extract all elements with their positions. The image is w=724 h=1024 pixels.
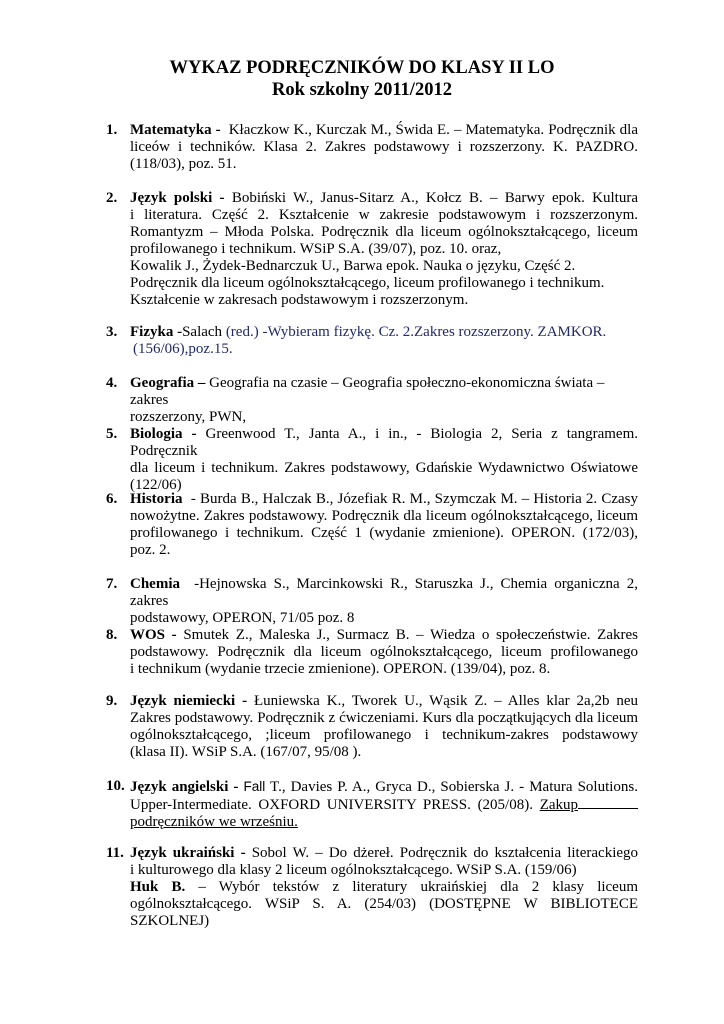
list-item-chemistry	[106, 576, 638, 627]
item-text: (122/06)	[130, 477, 182, 493]
item-number: 10.	[106, 778, 125, 794]
subject-label: Historia	[130, 491, 183, 507]
subject-label: Biologia -	[130, 426, 197, 442]
item-text: -Hejnowska S., Marcinkowski R., Staruszka J., Chemia organiczna 2, zakres	[130, 576, 639, 609]
subject-label: Fizyka -	[130, 324, 183, 340]
list-item-polish	[106, 190, 638, 309]
item-number: 6.	[106, 491, 118, 507]
item-number: 4.	[106, 375, 118, 391]
school-year: Rok szkolny 2011/2012	[272, 80, 452, 100]
subject-label: Geografia –	[130, 375, 206, 391]
subject-label: Język polski -	[130, 190, 225, 206]
purchase-note-cont: podręczników we wrześniu.	[130, 814, 298, 830]
subject-label: Język niemiecki -	[130, 693, 248, 709]
item-text: podstawowy. Podręcznik dla liceum ogólnokształcącego, liceum profilowanego	[130, 644, 638, 660]
item-text: – Wybór tekstów z literatury ukraińskiej dla 2 klasy liceum	[198, 879, 639, 895]
document-title: WYKAZ PODRĘCZNIKÓW DO KLASY II LO	[169, 58, 555, 78]
item-text: ogólnokształcącego. WSiP S. A. (254/03) (DOSTĘPNE W BIBLIOTECE	[130, 896, 638, 912]
item-text: rozszerzony, PWN,	[130, 409, 247, 425]
item-text: Zakres podstawowy. Podręcznik z ćwiczeniami. Kurs dla początkujących dla liceum	[130, 710, 638, 726]
item-text: Podręcznik dla liceum ogólnokształcącego, liceum profilowanego i technikum.	[130, 275, 605, 291]
item-text: (156/06),poz.15.	[133, 341, 233, 357]
list-item-geography	[106, 375, 638, 426]
subject-label: Język angielski -	[130, 779, 239, 795]
list-item-german	[106, 693, 638, 761]
item-text: ogólnokształcącego, ;liceum profilowanego i technikum-zakres podstawowy	[130, 727, 638, 743]
subject-label: Język ukraiński -	[130, 845, 246, 861]
subject-label: Chemia	[130, 576, 180, 592]
item-text: Sobol W. – Do dżereł. Podręcznik do kształcenia literackiego	[251, 845, 639, 861]
item-text: Greenwood T., Janta A., i in., - Biologia 2, Seria z tangramem. Podręcznik	[130, 426, 638, 459]
item-text: Geografia na czasie – Geografia społeczno-ekonomiczna świata – zakres	[130, 375, 605, 408]
list-item-ukrainian	[106, 845, 638, 930]
item-text: Bobiński W., Janus-Sitarz A., Kołcz B. – Barwy epok. Kultura	[231, 190, 638, 206]
list-item-history	[106, 491, 638, 559]
subject-label: WOS -	[130, 627, 177, 643]
item-text: profilowanego i technikum. Część 1 (wydanie zmienione). OPERON. (172/03),	[130, 525, 638, 541]
item-text: nowożytne. Zakres podstawowy. Podręcznik dla liceum ogólnokształcącego, liceum	[130, 508, 638, 524]
item-text: Łuniewska K., Tworek U., Wąsik Z. – Alles klar 2a,2b neu	[254, 693, 638, 709]
item-text: poz. 2.	[130, 542, 171, 558]
underline-gap	[578, 796, 638, 809]
item-number: 5.	[106, 426, 118, 442]
item-text: (118/03), poz. 51.	[130, 156, 237, 172]
item-text: Kowalik J., Żydek-Bednarczuk U., Barwa epok. Nauka o języku, Część 2.	[130, 258, 576, 274]
item-number: 7.	[106, 576, 118, 592]
list-item-mathematics	[106, 122, 638, 173]
item-text: T., Davies P. A., Gryca D., Sobierska J. - Matura Solutions.	[270, 779, 639, 795]
item-text: i literatura. Część 2. Kształcenie w zakresie podstawowym i rozszerzonym.	[130, 207, 638, 223]
item-number: 8.	[106, 627, 118, 643]
second-author: Huk B.	[130, 879, 186, 895]
item-text: (klasa II). WSiP S.A. (167/07, 95/08 ).	[130, 744, 362, 760]
item-author: Fall	[243, 779, 266, 794]
item-number: 9.	[106, 693, 118, 709]
list-item-physics	[106, 324, 638, 358]
item-text: - Burda B., Halczak B., Józefiak R. M., Szymczak M. – Historia 2. Czasy	[190, 491, 638, 507]
item-text: podstawowy, OPERON, 71/05 poz. 8	[130, 610, 355, 626]
item-text: i technikum (wydanie trzecie zmienione). OPERON. (139/04), poz. 8.	[130, 661, 551, 677]
item-text: liceów i techników. Klasa 2. Zakres podstawowy i rozszerzony. K. PAZDRO.	[130, 139, 638, 155]
item-number: 3.	[106, 324, 118, 340]
item-text: dla liceum i technikum. Zakres podstawowy, Gdańskie Wydawnictwo Oświatowe	[130, 460, 638, 476]
item-text: Smutek Z., Maleska J., Surmacz B. – Wiedza o społeczeństwie. Zakres	[183, 627, 638, 643]
item-text: Upper-Intermediate. OXFORD UNIVERSITY PRESS. (205/08).	[130, 797, 533, 813]
item-text: profilowanego i technikum. WSiP S.A. (39/07), poz. 10. oraz,	[130, 241, 502, 257]
list-item-biology	[106, 426, 638, 494]
item-text: Romantyzm – Młoda Polska. Podręcznik dla liceum ogólnokształcącego, liceum	[130, 224, 638, 240]
list-item-civics	[106, 627, 638, 678]
item-text: i kulturowego dla klasy 2 liceum ogólnokształcącego. WSiP S.A. (159/06)	[130, 862, 577, 878]
item-number: 1.	[106, 122, 118, 138]
purchase-note: Zakup	[539, 797, 579, 813]
item-text: (red.) -Wybieram fizykę. Cz. 2.Zakres rozszerzony. ZAMKOR.	[225, 324, 607, 340]
list-item-english	[106, 778, 638, 831]
item-text: Kształcenie w zakresach podstawowym i rozszerzonym.	[130, 292, 469, 308]
item-text: SZKOLNEJ)	[130, 913, 210, 929]
item-number: 2.	[106, 190, 118, 206]
subject-label: Matematyka -	[130, 122, 221, 138]
item-number: 11.	[106, 845, 124, 861]
item-author: Salach	[182, 324, 223, 340]
item-text: Kłaczkow K., Kurczak M., Świda E. – Matematyka. Podręcznik dla	[228, 122, 639, 138]
